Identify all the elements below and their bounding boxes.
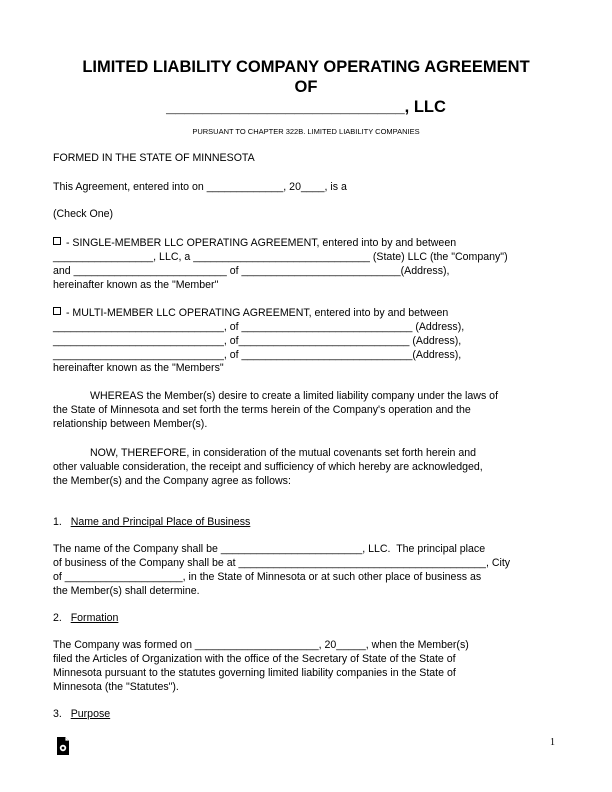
single-member-line: and __________________________ of ___________________________(Address), xyxy=(53,265,450,277)
single-member-line: hereinafter known as the "Member" xyxy=(53,279,219,291)
section-1-heading xyxy=(53,516,250,529)
section-1-text: the Member(s) shall determine. xyxy=(53,585,200,597)
section-2-text: The Company was formed on _____________________, 20_____, when the Member(s) xyxy=(53,639,469,651)
section-1-text: of business of the Company shall be at __________________________________________, City xyxy=(53,557,511,569)
multi-member-line: _____________________________, of _____________________________ (Address), xyxy=(53,321,465,333)
section-number: 2. xyxy=(53,612,62,624)
single-member-label: - SINGLE-MEMBER LLC OPERATING AGREEMENT, entered into by and between xyxy=(65,237,457,249)
section-1-text: The name of the Company shall be ________________________, LLC. The principal place xyxy=(53,543,486,555)
document-logo-icon xyxy=(55,736,71,756)
now-therefore-paragraph: other valuable consideration, the receipt and sufficiency of which hereby are acknowledged, xyxy=(53,461,483,473)
section-number: 1. xyxy=(53,516,62,528)
section-2-heading xyxy=(53,612,118,625)
formed-in-state: FORMED IN THE STATE OF MINNESOTA xyxy=(53,152,255,164)
multi-member-line: _____________________________, of _____________________________(Address), xyxy=(53,349,462,361)
section-title: Formation xyxy=(70,612,119,624)
company-name-title: __________________________, LLC xyxy=(166,98,446,116)
document-title: LIMITED LIABILITY COMPANY OPERATING AGREEMENT xyxy=(82,58,530,76)
whereas-paragraph: the State of Minnesota and set forth the terms herein of the Company's operation and the xyxy=(53,404,471,416)
multi-member-label: - MULTI-MEMBER LLC OPERATING AGREEMENT, entered into by and between xyxy=(65,307,449,319)
single-member-line: _________________, LLC, a ______________________________ (State) LLC (the "Company") xyxy=(53,251,508,263)
now-therefore-paragraph: NOW, THEREFORE, in consideration of the mutual covenants set forth herein and xyxy=(90,447,477,459)
section-1-text: of ____________________, in the State of Minnesota or at such other place of business as xyxy=(53,571,482,583)
whereas-paragraph: WHEREAS the Member(s) desire to create a limited liability company under the laws of xyxy=(90,390,499,402)
pursuant-subtitle: PURSUANT TO CHAPTER 322B. LIMITED LIABILITY COMPANIES xyxy=(192,127,420,136)
section-number: 3. xyxy=(53,708,62,720)
check-one-label: (Check One) xyxy=(53,208,114,220)
section-2-text: filed the Articles of Organization with the office of the Secretary of State of the State of xyxy=(53,653,456,665)
whereas-paragraph: relationship between Member(s). xyxy=(53,418,208,430)
section-2-text: Minnesota pursuant to the statutes governing limited liability companies in the State of xyxy=(53,667,456,679)
document-title-of: OF xyxy=(294,78,318,96)
page-number: 1 xyxy=(550,737,555,748)
single-member-option[interactable] xyxy=(53,237,456,250)
multi-member-option[interactable] xyxy=(53,307,448,320)
section-title: Name and Principal Place of Business xyxy=(70,516,251,528)
section-title: Purpose xyxy=(70,708,111,720)
section-3-heading xyxy=(53,708,110,721)
multi-member-line: hereinafter known as the "Members" xyxy=(53,362,224,374)
now-therefore-paragraph: the Member(s) and the Company agree as follows: xyxy=(53,475,291,487)
section-2-text: Minnesota (the "Statutes"). xyxy=(53,681,179,693)
multi-member-checkbox[interactable] xyxy=(53,307,61,315)
multi-member-line: _____________________________, of_____________________________ (Address), xyxy=(53,335,462,347)
single-member-checkbox[interactable] xyxy=(53,237,61,245)
agreement-date-line: This Agreement, entered into on _____________, 20____, is a xyxy=(53,181,347,193)
